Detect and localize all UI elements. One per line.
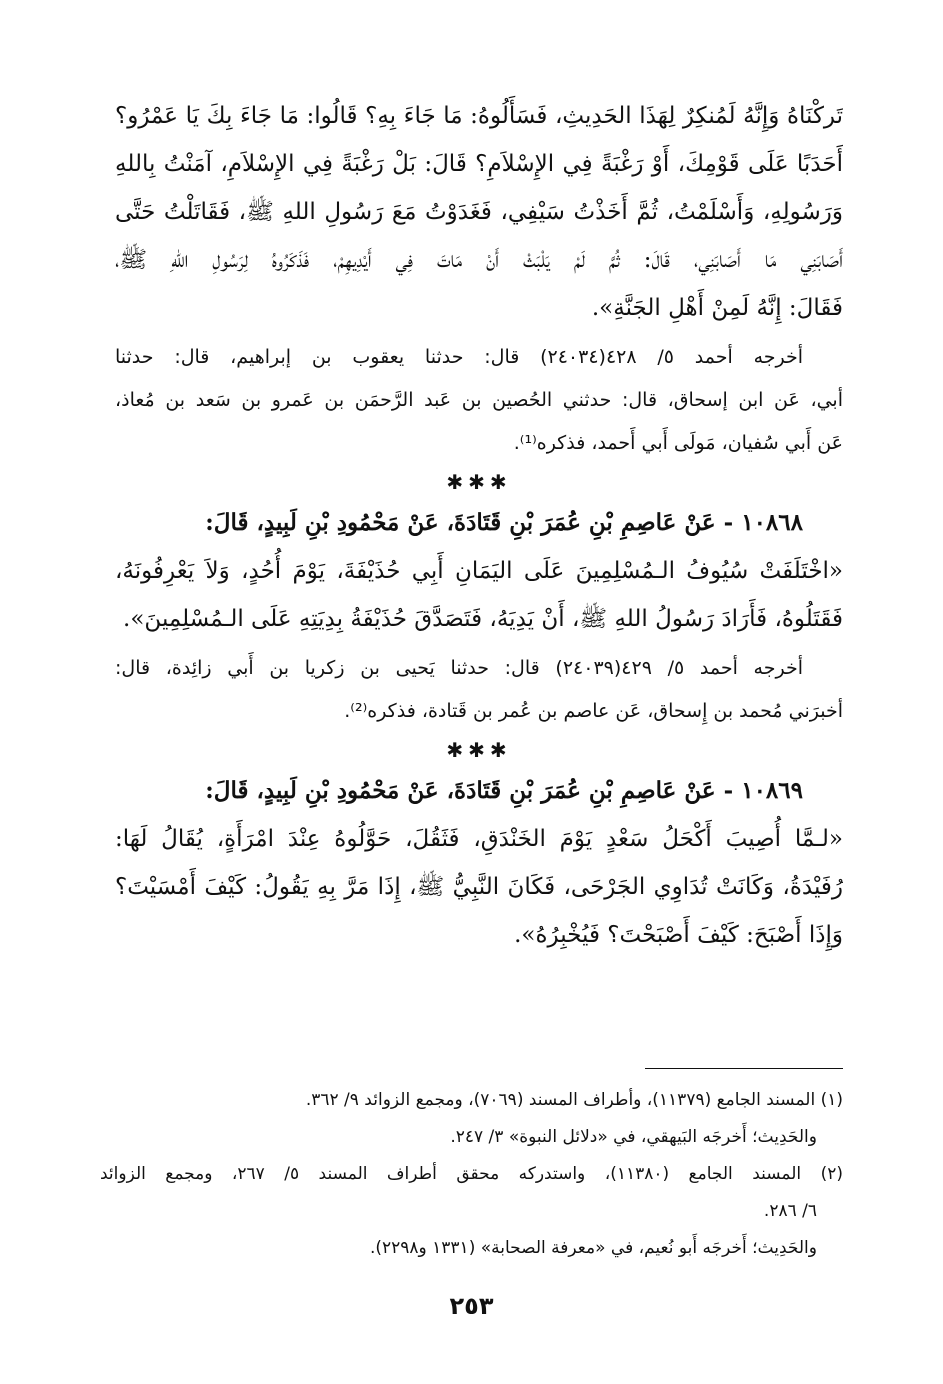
text-line: أَحَدَبًا عَلَى قَوْمِكَ، أَوْ رَغْبَةً فِي الإِسْلاَمِ؟ قَالَ: بَلْ رَغْبَةً فِي الإِسْلاَمِ، آمَنْتُ بِاللهِ — [115, 151, 843, 177]
text-line: رُفَيْدَةُ، وَكَانَتْ تُدَاوِي الجَرْحَى، فَكَانَ النَّبِيُّ ﷺ، إِذَا مَرَّ بِهِ يَقُولُ: كَيْفَ أَمْسَيْتَ؟ — [115, 874, 843, 900]
text-line: وَرَسُولِهِ، وَأَسْلَمْتُ، ثُمَّ أَخَذْتُ سَيْفِي، فَغَدَوْتُ مَعَ رَسُولِ اللهِ ﷺ، فَقَاتَلْتُ حَتَّى — [115, 199, 843, 225]
text-line: فَقَالَ: إِنَّهُ لَمِنْ أَهْلِ الجَنَّةِ». — [591, 295, 843, 321]
hadith-10868-text — [115, 547, 843, 643]
section-separator-stars: ✱✱✱ — [446, 470, 512, 494]
footnotes — [100, 1082, 843, 1267]
footnote-1-continuation: والحَدِيث؛ أَخرجَه البَيهقي، في «دلائل النبوة» ٣/ ٢٤٧. — [450, 1127, 817, 1147]
page-body — [115, 92, 843, 959]
takhrij-line: عَن أَبي سُفيان، مَولَى أَبي أَحمد، فذكره⁽¹⁾. — [513, 432, 843, 454]
hadith-10868 — [115, 499, 843, 547]
hadith-10869 — [115, 767, 843, 815]
footnote-1: (١) المسند الجامع (١١٣٧٩)، وأطراف المسند (٧٠٦٩)، ومجمع الزوائد ٩/ ٣٦٢. — [305, 1090, 843, 1110]
takhrij-line: أخرجه أحمد ٥/ ٤٢٨(٢٤٠٣٤) قال: حدثنا يعقوب بن إبراهيم، قال: حدثنا — [115, 346, 804, 368]
page-number: ٢٥٣ — [449, 1292, 494, 1320]
hadith-10869-text — [115, 815, 843, 959]
text-line: وَإِذَا أَصْبَحَ: كَيْفَ أَصْبَحْتَ؟ فَيُخْبِرُهُ». — [514, 922, 843, 948]
text-line: تَركْنَاهُ وَإِنَّهُ لَمُنكِرٌ لِهَذَا الحَدِيثِ، فَسَأَلُوهُ: مَا جَاءَ بِهِ؟ قَالُوا: مَا جَاءَ بِكَ يَا عَمْرُو؟ — [115, 103, 843, 129]
hadith-heading: ١٠٨٦٩ - عَنْ عَاصِمِ بْنِ عُمَرَ بْنِ قَتَادَةَ، عَنْ مَحْمُودِ بْنِ لَبِيدٍ، قَالَ: — [205, 777, 803, 804]
takhrij-line: أخرجه أحمد ٥/ ٤٢٩(٢٤٠٣٩) قال: حدثنا يَحيى بن زكريا بن أَبي زائِدة، قال: — [115, 657, 803, 679]
text-line: «لـمَّا أُصِيبَ أَكْحَلُ سَعْدٍ يَوْمَ الخَنْدَقِ، فَثَقُلَ، حَوَّلُوهُ عِنْدَ امْرَأَةٍ، يُقَالُ لَهَا: — [115, 826, 843, 852]
hadith-heading: ١٠٨٦٨ - عَنْ عَاصِمِ بْنِ عُمَرَ بْنِ قَتَادَةَ، عَنْ مَحْمُودِ بْنِ لَبِيدٍ، قَالَ: — [205, 509, 803, 536]
footnote-2-continuation: ٦/ ٢٨٦. — [763, 1201, 817, 1221]
section-separator-stars: ✱✱✱ — [446, 738, 512, 762]
takhrij-block-1 — [115, 336, 843, 465]
footnote-2: (٢) المسند الجامع (١١٣٨٠)، واستدركه محقق أطراف المسند ٥/ ٢٦٧، ومجمع الزوائد — [100, 1164, 843, 1184]
takhrij-line: أخبرَني مُحمد بن إِسحاق، عَن عاصم بن عُمر بن قَتادة، فذكره⁽²⁾. — [344, 700, 843, 722]
takhrij-line: أبي، عَن ابن إسحاق، قال: حدثني الحُصين بن عَبد الرَّحمَن بن عَمرو بن سَعد بن مُعاذ، — [115, 389, 843, 411]
text-line: «اخْتَلَفَتْ سُيُوفُ الـمُسْلِمِينَ عَلَى اليَمَانِ أَبِي حُذَيْفَةَ، يَوْمَ أُحُدٍ، وَلاَ يَعْرِفُونَهُ، — [115, 558, 843, 584]
footnote-2-continuation: والحَدِيث؛ أَخرجَه أَبو نُعيم، في «معرفة الصحابة» (١٣٣١ و٢٢٩٨). — [369, 1238, 817, 1258]
text-line: فَقَتَلُوهُ، فَأَرَادَ رَسُولُ اللهِ ﷺ، أَنْ يَدِيَهُ، فَتَصَدَّقَ حُذَيْفَةُ بِدِيَتِهِ عَلَى الـمُسْلِمِينَ». — [123, 606, 843, 632]
text-line: أَصَابَنِي مَا أَصَابَنِي، قَالَ: ثُمَّ لَمْ يَلْبَثْ أَنْ مَاتَ فِي أَيْدِيهِمْ، فَذَكَرُوهُ لِرَسُولِ اللهِ ﷺ، — [115, 247, 843, 273]
footnote-separator — [645, 1068, 843, 1069]
takhrij-block-2 — [115, 647, 843, 733]
hadith-continuation — [115, 92, 843, 332]
